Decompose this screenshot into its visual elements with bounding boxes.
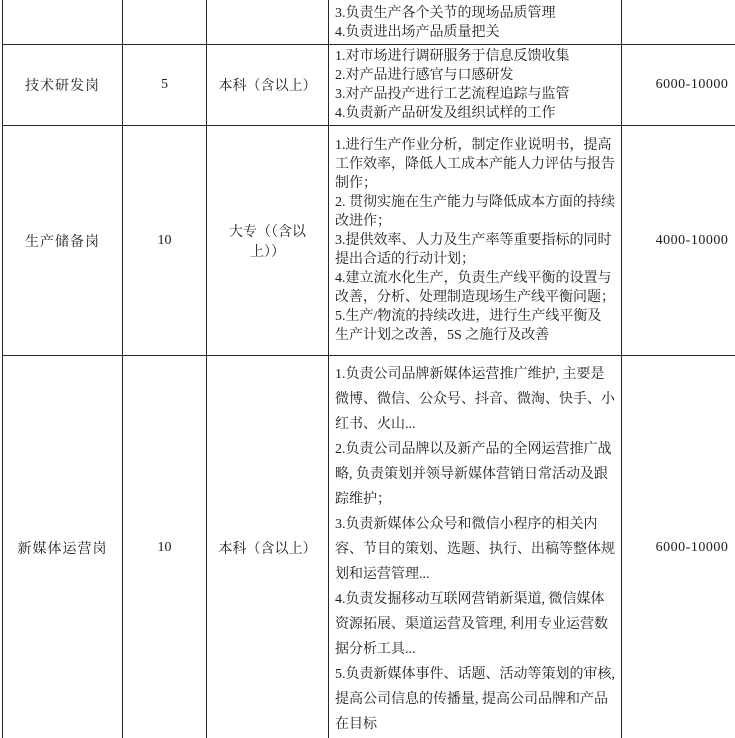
duty-item: 2. 贯彻实施在生产能力与降低成本方面的持续改进作； <box>335 195 615 229</box>
duty-item: 2.负责公司品牌以及新产品的全网运营推广战略, 负责策划并领导新媒体营销日常活动及跟踪维护； <box>335 442 612 507</box>
table-row <box>3 126 735 356</box>
job-positions-table <box>2 0 735 738</box>
table-row <box>3 0 735 45</box>
position-cell: 生产储备岗 <box>3 126 123 356</box>
duty-item: 4.建立流水化生产，负责生产线平衡的设置与改善，分析、处理制造现场生产线平衡问题； <box>335 271 615 305</box>
education-cell <box>207 0 329 45</box>
headcount-cell: 5 <box>123 45 207 126</box>
duty-item: 2.对产品进行感官与口感研发 <box>335 68 514 83</box>
salary-cell: 6000-10000 <box>622 356 735 738</box>
duty-item: 5.生产/物流的持续改进，进行生产线平衡及生产计划之改善，5S 之施行及改善 <box>335 309 602 343</box>
duties-cell <box>329 0 622 45</box>
salary-cell: 6000-10000 <box>622 45 735 126</box>
duty-item: 1.负责公司品牌新媒体运营推广维护, 主要是微博、微信、公众号、抖音、微淘、快手、小红书、火山... <box>335 367 615 432</box>
table-row <box>3 45 735 126</box>
duty-item: 3.对产品投产进行工艺流程追踪与监管 <box>335 87 570 102</box>
duty-item: 3.负责生产各个关节的现场品质管理 <box>335 6 556 21</box>
duty-item: 3.负责新媒体公众号和微信小程序的相关内容、节目的策划、选题、执行、出稿等整体规划和运营管理... <box>335 517 615 582</box>
duties-cell <box>329 45 622 126</box>
duty-item: 5.负责新媒体事件、话题、活动等策划的审核, 提高公司信息的传播量, 提高公司品牌和产品在目标 <box>335 667 615 732</box>
headcount-cell: 10 <box>123 356 207 738</box>
education-cell <box>207 126 329 356</box>
salary-cell <box>622 0 735 45</box>
duty-item: 3.提供效率、人力及生产率等重要指标的同时提出合适的行动计划； <box>335 233 612 267</box>
duty-item: 4.负责发掘移动互联网营销新渠道, 微信媒体资源拓展、渠道运营及管理, 利用专业运营数据分析工具... <box>335 592 608 657</box>
position-cell <box>3 0 123 45</box>
education-text: 大专（（含以上）） <box>229 224 306 260</box>
education-cell: 本科（含以上） <box>207 45 329 126</box>
duties-cell <box>329 356 622 738</box>
salary-cell: 4000-10000 <box>622 126 735 356</box>
education-cell: 本科（含以上） <box>207 356 329 738</box>
duty-item: 1.进行生产作业分析，制定作业说明书，提高工作效率，降低人工成本产能人力评估与报告制作； <box>335 138 615 191</box>
headcount-cell: 10 <box>123 126 207 356</box>
duty-item: 4.负责进出场产品质量把关 <box>335 25 500 40</box>
position-cell: 新媒体运营岗 <box>3 356 123 738</box>
duty-item: 1.对市场进行调研服务于信息反馈收集 <box>335 49 570 64</box>
table-row <box>3 356 735 738</box>
duty-item: 4.负责新产品研发及组织试样的工作 <box>335 106 556 121</box>
duties-cell <box>329 126 622 356</box>
position-cell: 技术研发岗 <box>3 45 123 126</box>
headcount-cell <box>123 0 207 45</box>
